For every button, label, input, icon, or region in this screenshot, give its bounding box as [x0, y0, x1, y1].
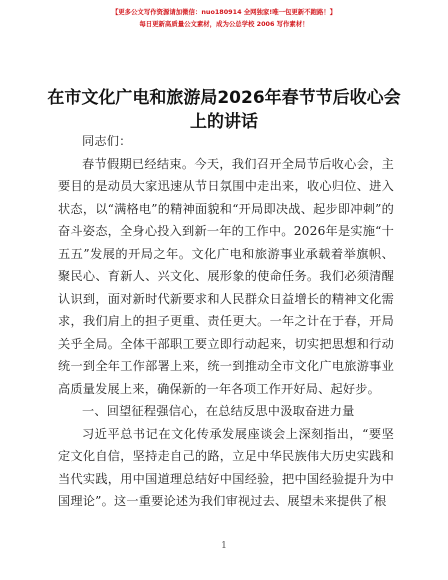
- section-heading: 一、回望征程强信心，在总结反思中汲取奋进力量: [82, 404, 355, 418]
- page-number: 1: [221, 541, 227, 551]
- salutation: 同志们：: [82, 134, 132, 148]
- promo-banner-line1: 【更多公文写作资源请加微信：nuo180914 全网独家!唯一包更新不跑路！】: [111, 8, 337, 16]
- document-title-line1: 在市文化广电和旅游局2026年春节节后收心会: [47, 88, 401, 108]
- section-paragraph: 习近平总书记在文化传承发展座谈会上深刻指出，“要坚定文化自信，坚持走自己的路，立足中华民族伟大历史实践和当代实践，用中国道理总结好中国经验，把中国经验提升为中国理论”。这一重要论述为我们审视过去、展望未来提供了根: [58, 426, 394, 508]
- opening-paragraph: 春节假期已经结束。今天，我们召开全局节后收心会，主要目的是动员大家迅速从节日氛围中走出来，收心归位、进入状态，以“满格电”的精神面貌和“开局即决战、起步即冲刺”的奋斗姿态，全身心投入到新一年的工作中。2026年是实施“十五五”发展的开局之年。文化广电和旅游事业承载着举旗帜、聚民心、育新人、兴文化、展形象的使命任务。我们必须清醒认识到，面对新时代新要求和人民群众日益增长的精神文化需求，我们肩上的担子更重、责任更大。一年之计在于春，开局关乎全局。全体干部职工要立即行动起来，切实把思想和行动统一到全年工作部署上来，统一到推动全市文化广电旅游事业高质量发展上来，确保新的一年各项工作开好局、起好步。: [58, 156, 394, 396]
- promo-banner: [0, 6, 448, 30]
- document-body: [58, 130, 394, 513]
- document-title: [0, 86, 448, 134]
- document-title-line2: 上的讲话: [190, 112, 258, 132]
- promo-banner-line2: 每日更新高质量公文素材，成为公总学校 2006 写作素材！: [139, 20, 309, 28]
